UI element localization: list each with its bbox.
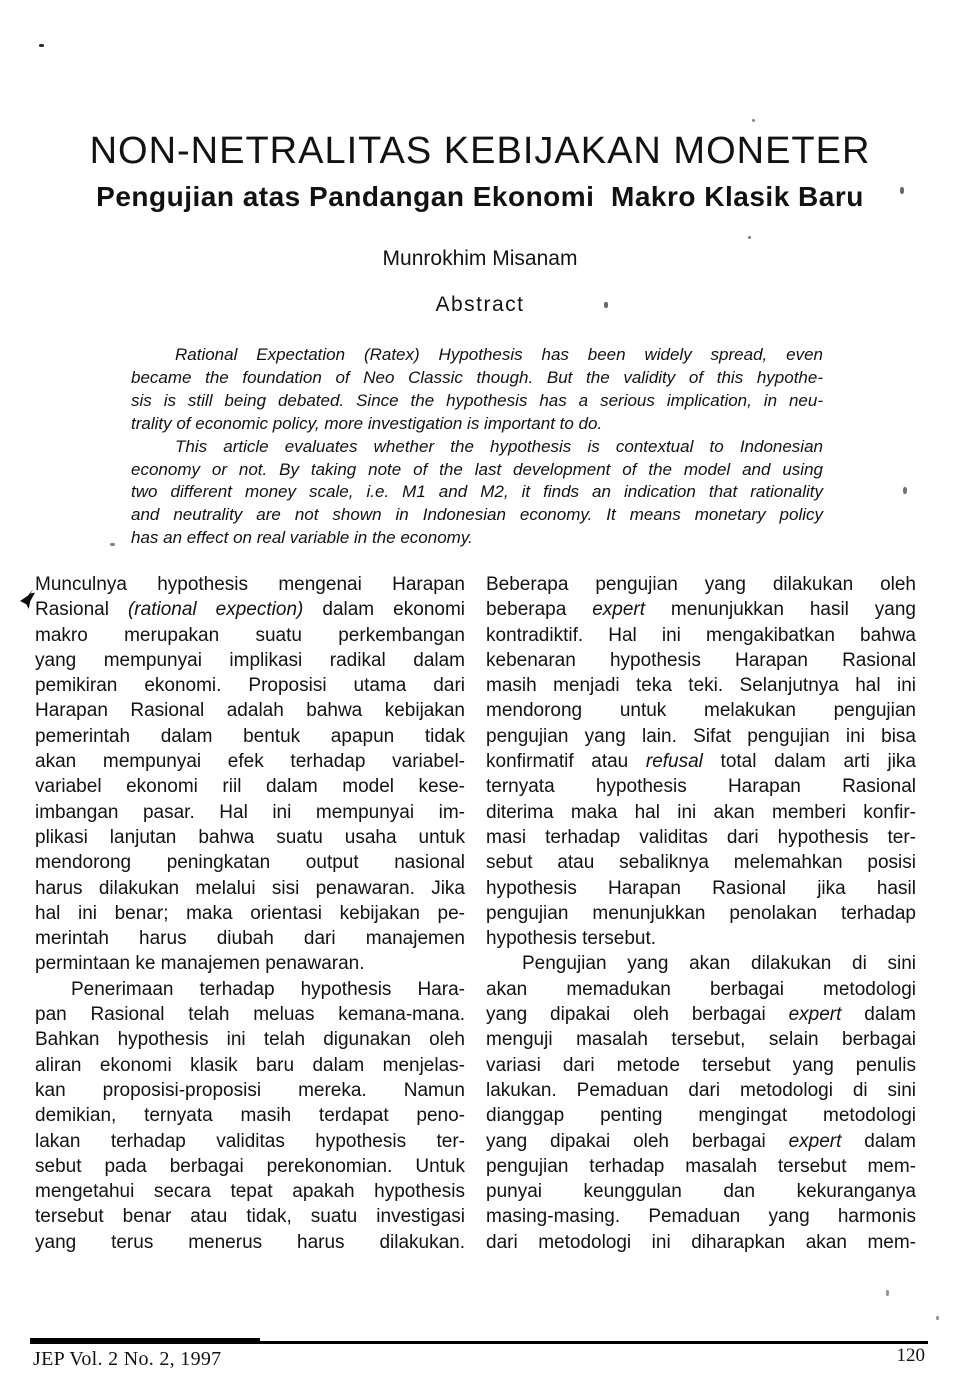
text-line: dianggap penting mengingat metodologi: [486, 1105, 916, 1127]
text-line: masing-masing. Pemaduan yang harmonis: [486, 1206, 916, 1228]
text-line: akan mempunyai efek terhadap variabel-: [35, 751, 465, 773]
abstract-text: [131, 344, 823, 550]
text-line: trality of economic policy, more investigation is important to do.: [131, 413, 603, 433]
paper-title: NON-NETRALITAS KEBIJAKAN MONETER: [89, 130, 871, 172]
text-line: kontradiktif. Hal ini mengakibatkan bahwa: [486, 624, 916, 646]
body-column-left: [35, 572, 465, 1255]
text-line: kan proposisi-proposisi mereka. Namun: [35, 1079, 465, 1101]
paper-subtitle: Pengujian atas Pandangan Ekonomi Makro Klasik Baru: [96, 181, 864, 212]
text-line: konfirmatif atau refusal total dalam arti jika: [486, 751, 916, 773]
text-line: pemerintah dalam bentuk apapun tidak: [35, 725, 465, 747]
text-line: Bahkan hypothesis ini telah digunakan oleh: [35, 1029, 465, 1051]
text-line: Munculnya hypothesis mengenai Harapan: [35, 574, 465, 595]
text-line: mendorong untuk melakukan pengujian: [486, 700, 916, 722]
text-line: merintah harus diubah dari manajemen: [35, 928, 465, 950]
text-line: pengujian yang lain. Sifat pengujian ini bisa: [486, 725, 916, 747]
text-line: makro merupakan suatu perkembangan: [35, 624, 465, 646]
text-line: Rasional (rational expection) dalam ekonomi: [35, 599, 465, 621]
body-column-right: [486, 572, 916, 1255]
text-line: yang terus menerus harus dilakukan.: [35, 1231, 465, 1253]
text-line: akan memadukan berbagai metodologi: [486, 978, 916, 1000]
text-line: hypothesis tersebut.: [486, 928, 657, 950]
text-line: Pengujian yang akan dilakukan di sini: [522, 953, 916, 975]
text-line: permintaan ke manajemen penawaran.: [35, 953, 365, 975]
text-line: two different money scale, i.e. M1 and M2, it finds an indication that rationality: [131, 482, 823, 502]
paragraph: [35, 977, 465, 1255]
paragraph: [131, 436, 823, 551]
text-line: dari metodologi ini diharapkan akan mem-: [486, 1231, 916, 1253]
text-line: imbangan pasar. Hal ini mempunyai im-: [35, 801, 465, 823]
text-line: plikasi lanjutan bahwa suatu usaha untuk: [35, 826, 465, 848]
text-line: sis is still being debated. Since the hypothesis has a serious implication, in neu-: [131, 390, 823, 410]
text-line: Harapan Rasional adalah bahwa kebijakan: [35, 700, 465, 722]
footer-journal-info: JEP Vol. 2 No. 2, 1997: [33, 1348, 222, 1370]
scan-ink-blot: [20, 589, 35, 609]
scan-speck: [748, 236, 751, 239]
text-line: Penerimaan terhadap hypothesis Hara-: [71, 978, 465, 1000]
paragraph: [35, 572, 465, 977]
scan-speck: [886, 1290, 889, 1296]
text-line: sebut pada berbagai perekonomian. Untuk: [35, 1155, 465, 1177]
text-line: pengujian menunjukkan penolakan terhadap: [486, 902, 916, 924]
text-line: aliran ekonomi klasik baru dalam menjelas-: [35, 1054, 465, 1076]
text-line: diterima maka hal ini akan memberi konfir-: [486, 801, 916, 823]
scan-speck: [900, 187, 904, 194]
text-line: harus dilakukan melalui sisi penawaran. Jika: [35, 877, 465, 899]
text-line: mengetahui secara tepat apakah hypothesis: [35, 1181, 465, 1203]
text-line: tersebut benar atau tidak, suatu investigasi: [35, 1206, 465, 1228]
scan-speck: [936, 1316, 939, 1320]
text-line: masi terhadap validitas dari hypothesis ter-: [486, 826, 916, 848]
text-line: hypothesis Harapan Rasional jika hasil: [486, 877, 916, 899]
text-line: pemikiran ekonomi. Proposisi utama dari: [35, 675, 465, 697]
paragraph: [486, 951, 916, 1255]
scan-speck: [752, 119, 755, 122]
paragraph: [131, 344, 823, 436]
scan-speck: [903, 487, 907, 494]
text-line: yang mempunyai implikasi radikal dalam: [35, 649, 465, 671]
text-line: This article evaluates whether the hypothesis is contextual to Indonesian: [175, 436, 823, 456]
scan-speck: [39, 44, 44, 47]
text-line: kebenaran hypothesis Harapan Rasional: [486, 649, 916, 671]
text-line: Beberapa pengujian yang dilakukan oleh: [486, 574, 916, 595]
text-line: Rational Expectation (Ratex) Hypothesis has been widely spread, even: [175, 345, 823, 364]
text-line: masih menjadi teka teki. Selanjutnya hal ini: [486, 675, 916, 697]
text-line: and neutrality are not shown in Indonesian economy. It means monetary policy: [131, 505, 823, 525]
text-line: became the foundation of Neo Classic though. But the validity of this hypothe-: [131, 367, 823, 387]
text-line: lakukan. Pemaduan dari metodologi di sini: [486, 1079, 916, 1101]
text-line: menguji masalah tersebut, selain berbagai: [486, 1029, 916, 1051]
text-line: has an effect on real variable in the economy.: [131, 528, 473, 548]
text-line: yang dipakai oleh berbagai expert dalam: [486, 1130, 916, 1152]
text-line: variasi dari metode tersebut yang penulis: [486, 1054, 916, 1076]
scan-speck: [110, 543, 115, 546]
text-line: mendorong peningkatan output nasional: [35, 852, 465, 874]
text-line: variabel ekonomi riil dalam model kese-: [35, 776, 465, 798]
footer-divider-thick-segment: [30, 1338, 260, 1344]
abstract-heading: Abstract: [435, 293, 525, 316]
text-line: yang dipakai oleh berbagai expert dalam: [486, 1004, 916, 1026]
text-line: beberapa expert menunjukkan hasil yang: [486, 599, 916, 621]
text-line: sebut atau sebaliknya melemahkan posisi: [486, 852, 916, 874]
paragraph: [486, 572, 916, 951]
footer-page-number: 120: [896, 1345, 925, 1366]
text-line: ternyata hypothesis Harapan Rasional: [486, 776, 916, 798]
text-line: pengujian terhadap masalah tersebut mem-: [486, 1155, 916, 1177]
text-line: pan Rasional telah meluas kemana-mana.: [35, 1004, 465, 1026]
text-line: economy or not. By taking note of the last development of the model and using: [131, 459, 823, 479]
author-name: Munrokhim Misanam: [382, 247, 578, 270]
text-line: lakan terhadap validitas hypothesis ter-: [35, 1130, 465, 1152]
text-line: punyai keunggulan dan kekuranganya: [486, 1181, 916, 1203]
text-line: hal ini benar; maka orientasi kebijakan pe-: [35, 902, 465, 924]
text-line: demikian, ternyata masih terdapat peno-: [35, 1105, 465, 1127]
scan-speck: [604, 302, 608, 308]
